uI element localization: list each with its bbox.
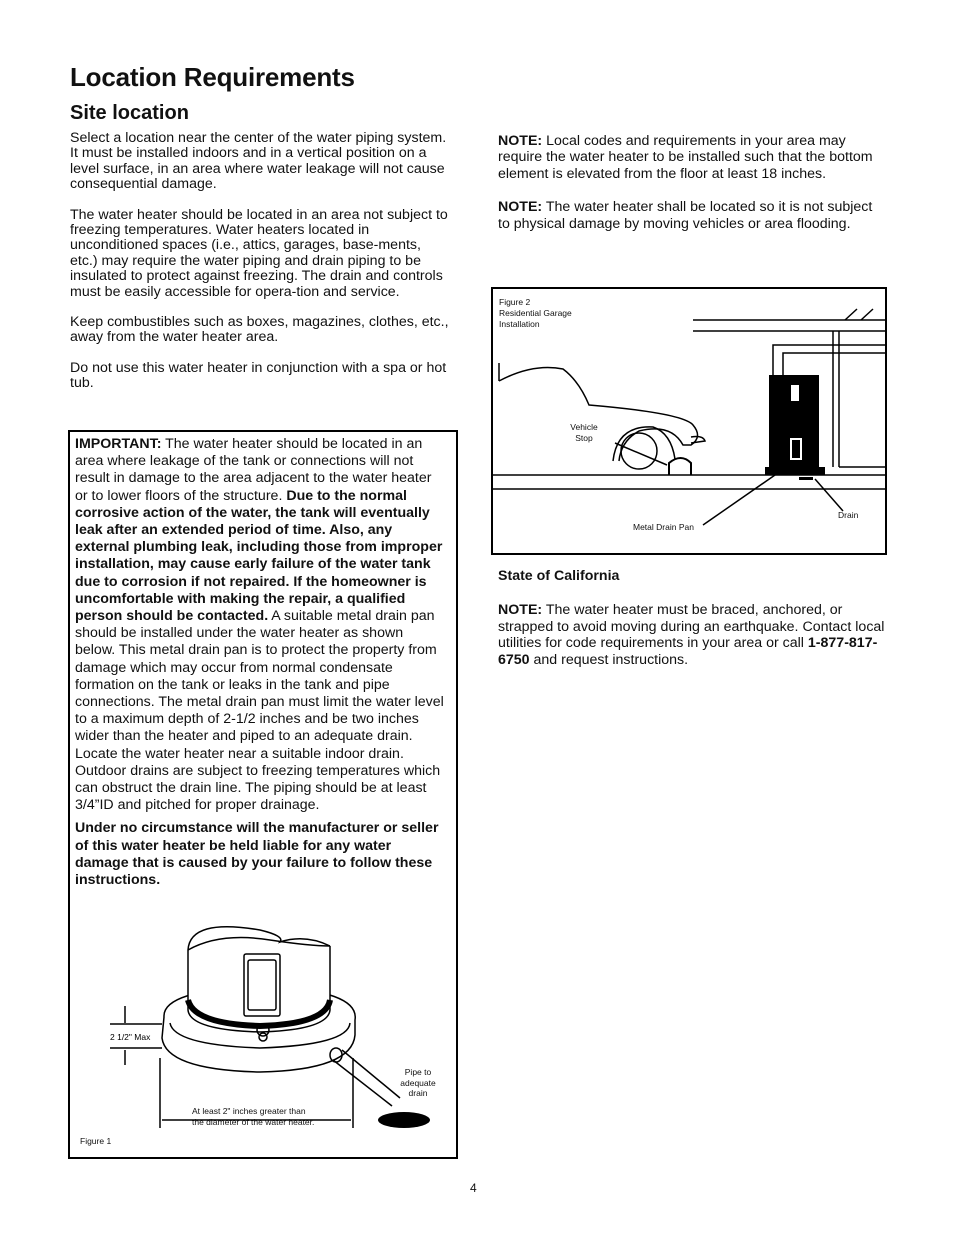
figure-2-caption: Residential Garage Installation bbox=[499, 308, 572, 329]
paragraph: Select a location near the center of the water piping system. It must be installed indoors and in a vertical position on a level surface, in an area where water leakage will not cause consequential damage. bbox=[70, 130, 447, 193]
location-notes bbox=[498, 133, 888, 249]
page-number: 4 bbox=[470, 1181, 477, 1195]
liability-paragraph: Under no circumstance will the manufacturer or seller of this water heater be held liable for any water damage that is caused by your failure to follow these instructions. bbox=[75, 820, 439, 889]
width-note: At least 2" inches greater than the diameter of the water heater. bbox=[192, 1106, 315, 1127]
drain-pan-label: Metal Drain Pan bbox=[633, 522, 694, 532]
important-label: IMPORTANT: bbox=[75, 436, 162, 452]
california-note: NOTE: The water heater must be braced, anchored, or strapped to avoid moving during an earthquake. Contact local utilities for code requirements in your area or call 1-877-817-6750 and request instructions. bbox=[498, 602, 885, 668]
max-depth-label: 2 1/2" Max bbox=[110, 1032, 151, 1042]
note: NOTE: The water heater shall be located so it is not subject to physical damage by moving vehicles or area flooding. bbox=[498, 199, 873, 232]
paragraph: Do not use this water heater in conjunction with a spa or hot tub. bbox=[70, 359, 447, 392]
paragraph: Keep combustibles such as boxes, magazines, clothes, etc., away from the water heater area. bbox=[70, 314, 449, 346]
drain-label: Drain bbox=[838, 510, 859, 520]
important-text bbox=[75, 436, 445, 895]
page-title: Location Requirements bbox=[70, 62, 355, 92]
phone-number: 1-877-817-6750 bbox=[498, 635, 878, 668]
site-location-text bbox=[70, 131, 450, 407]
section-title: Site location bbox=[70, 102, 189, 124]
corrosion-warning: Due to the normal corrosive action of the water, the tank will eventually leak after an extended period of time. Also, any external plumbing leak, including those from improper installation, may cause early failure of the water tank due to corrosion if not repaired. If the homeowner is uncomfortable with making the repair, a qualified person should be contacted. bbox=[75, 487, 443, 625]
figure-2-label: Figure 2 bbox=[499, 297, 531, 307]
california-heading: State of California bbox=[498, 568, 620, 584]
paragraph: The water heater should be located in an area not subject to freezing temperatures. Water heaters located in unconditioned spaces (i.e., attics, garages, base-ments, etc.) may require the water piping and drain piping to be insulated to protect against freezing. The drain and controls must be easily accessible for opera-tion and service. bbox=[70, 206, 448, 300]
note: NOTE: Local codes and requirements in your area may require the water heater to be installed such that the bottom element is elevated from the floor at least 18 inches. bbox=[498, 133, 873, 182]
california-section bbox=[498, 568, 888, 686]
pipe-label: Pipe to adequate drain bbox=[400, 1067, 436, 1098]
important-paragraph: IMPORTANT: The water heater should be located in an area where leakage of the tank or connections will not result in damage to the area adjacent to the water heater or to lower floors of the structure. Due to the normal corrosive action of the water, the tank will eventually leak after an extended period of time. Also, any external plumbing leak, including those from improper installation, may cause early failure of the water tank due to corrosion if not repaired. If the homeowner is uncomfortable with making the repair, a qualified person should be contacted. A suitable metal drain pan should be installed under the water heater as shown below. This metal drain pan is to protect the property from damage which may occur from normal condensate formation on the tank or leaks in the tank and pipe connections. The metal drain pan must limit the water level to a maximum depth of 2-1/2 inches and be two inches wider than the heater and piped to an adequate drain. Locate the water heater near a suitable indoor drain. Outdoor drains are subject to freezing temperatures which can obstruct the drain line. The piping should be at least 3/4”ID and pitched for proper drainage. bbox=[75, 436, 444, 814]
figure-1-label: Figure 1 bbox=[80, 1136, 112, 1146]
vehicle-stop-label: Vehicle Stop bbox=[570, 422, 598, 443]
